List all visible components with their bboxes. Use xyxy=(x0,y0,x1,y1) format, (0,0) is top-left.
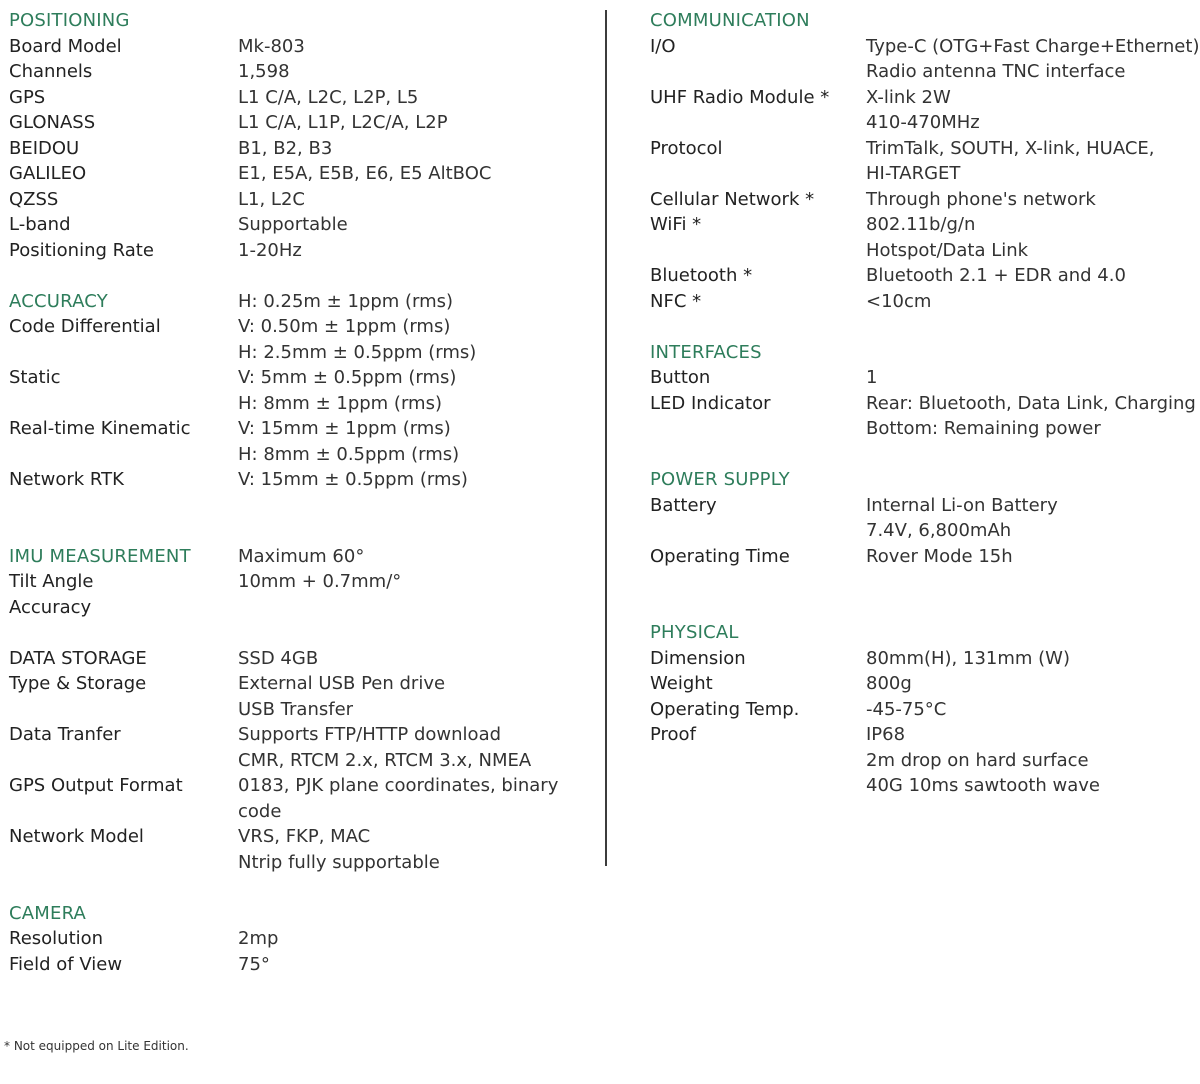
spec-label: Board Model xyxy=(9,35,122,57)
spec-label: GALILEO xyxy=(9,163,87,184)
section-heading-row xyxy=(9,544,589,570)
spec-row xyxy=(9,722,589,748)
spec-value: IP68 xyxy=(866,724,906,745)
spec-label xyxy=(9,442,238,468)
section-heading-row xyxy=(9,8,589,34)
spec-value: V: 0.50m ± 1ppm (rms) xyxy=(238,316,451,337)
spec-row xyxy=(9,850,589,876)
spec-value: VRS, FKP, MAC xyxy=(238,826,371,847)
section-heading: COMMUNICATION xyxy=(650,10,810,31)
spec-row xyxy=(650,722,1195,748)
section-heading: IMU MEASUREMENT xyxy=(9,545,191,567)
spec-row xyxy=(9,365,589,391)
spec-label: GPS Output Format xyxy=(9,775,183,796)
spec-row xyxy=(650,110,1195,136)
column-divider xyxy=(605,10,607,866)
section-heading: POWER SUPPLY xyxy=(650,469,790,490)
spec-value: B1, B2, B3 xyxy=(238,137,333,159)
section-heading-row xyxy=(650,8,1195,34)
spec-label: Static xyxy=(9,367,61,388)
spec-label: Channels xyxy=(9,61,93,82)
spec-value: Radio antenna TNC interface xyxy=(866,61,1126,82)
spec-row xyxy=(650,391,1195,417)
spec-row xyxy=(9,238,589,264)
spec-value: Supports FTP/HTTP download xyxy=(238,724,502,745)
spec-value: -45-75°C xyxy=(866,698,947,720)
spec-value: SSD 4GB xyxy=(238,647,319,669)
spec-value: Hotspot/Data Link xyxy=(866,239,1029,261)
section-heading: INTERFACES xyxy=(650,341,762,363)
spec-value: H: 8mm ± 0.5ppm (rms) xyxy=(238,443,460,465)
spec-label: Protocol xyxy=(650,137,723,159)
spec-label: Bluetooth * xyxy=(650,265,753,286)
spec-label: L-band xyxy=(9,214,71,235)
spec-value: Maximum 60° xyxy=(238,545,365,567)
spec-row xyxy=(9,136,589,162)
spacer xyxy=(650,595,1195,621)
spec-row xyxy=(650,289,1195,315)
spec-label: WiFi * xyxy=(650,214,702,235)
spec-label: UHF Radio Module * xyxy=(650,86,830,108)
spec-row xyxy=(9,85,589,111)
spec-row xyxy=(650,493,1195,519)
spec-row xyxy=(9,110,589,136)
spec-value: 10mm + 0.7mm/° xyxy=(238,571,402,592)
spec-row xyxy=(9,595,589,621)
spec-value: X-link 2W xyxy=(866,86,951,108)
spec-value: E1, E5A, E5B, E6, E5 AltBOC xyxy=(238,163,492,184)
spacer xyxy=(650,314,1195,340)
section-heading-row xyxy=(650,467,1195,493)
spec-value xyxy=(866,620,1195,646)
spec-row xyxy=(9,748,589,774)
spec-label: Type & Storage xyxy=(9,673,147,694)
spec-row xyxy=(650,416,1195,442)
spec-value: V: 15mm ± 0.5ppm (rms) xyxy=(238,469,468,490)
spec-row xyxy=(9,314,589,340)
section-heading-row xyxy=(650,620,1195,646)
spacer xyxy=(9,263,589,289)
spec-value: Ntrip fully supportable xyxy=(238,851,440,873)
spec-row xyxy=(650,187,1195,213)
spec-row xyxy=(650,697,1195,723)
spec-label: I/O xyxy=(650,35,676,57)
spec-row xyxy=(650,544,1195,570)
spec-label: Field of View xyxy=(9,953,123,975)
spec-row xyxy=(9,59,589,85)
spec-value: 7.4V, 6,800mAh xyxy=(866,520,1012,541)
spacer xyxy=(9,518,589,544)
spec-row xyxy=(650,748,1195,774)
spec-label: BEIDOU xyxy=(9,137,80,159)
spec-row xyxy=(650,59,1195,85)
section-heading-row xyxy=(9,901,589,927)
spec-label xyxy=(9,748,238,774)
spec-row xyxy=(9,442,589,468)
spec-row xyxy=(9,799,589,825)
spec-label xyxy=(650,416,866,442)
spec-value: HI-TARGET xyxy=(866,163,961,184)
spec-label xyxy=(9,340,238,366)
spec-label: Real-time Kinematic xyxy=(9,418,191,439)
spec-row xyxy=(9,212,589,238)
spec-value: 802.11b/g/n xyxy=(866,214,976,235)
spec-value: External USB Pen drive xyxy=(238,673,446,694)
spec-value: TrimTalk, SOUTH, X-link, HUACE, xyxy=(866,137,1155,159)
spec-label xyxy=(650,161,866,187)
section-heading: CAMERA xyxy=(9,902,87,924)
spec-row xyxy=(9,646,589,672)
spec-value: <10cm xyxy=(866,290,932,312)
spec-value: 2m drop on hard surface xyxy=(866,749,1089,771)
spec-label: QZSS xyxy=(9,188,59,210)
spec-value: code xyxy=(238,800,282,822)
spec-row xyxy=(650,773,1195,799)
spec-value: 80mm(H), 131mm (W) xyxy=(866,647,1070,669)
spec-value: H: 2.5mm ± 0.5ppm (rms) xyxy=(238,341,477,363)
spec-value: V: 5mm ± 0.5ppm (rms) xyxy=(238,367,457,388)
spec-label xyxy=(650,773,866,799)
spec-label: Positioning Rate xyxy=(9,239,154,261)
spec-row xyxy=(650,365,1195,391)
spec-value xyxy=(866,340,1195,366)
spec-label: Cellular Network * xyxy=(650,188,815,210)
spec-value xyxy=(866,467,1195,493)
spec-row xyxy=(9,952,589,978)
spec-row xyxy=(650,263,1195,289)
spec-row xyxy=(650,518,1195,544)
spec-row xyxy=(650,646,1195,672)
section-heading-row xyxy=(9,289,589,315)
footnote: * Not equipped on Lite Edition. xyxy=(4,1039,189,1053)
spec-row xyxy=(9,391,589,417)
spacer xyxy=(9,493,589,519)
spec-row xyxy=(9,569,589,595)
spec-value: Bluetooth 2.1 + EDR and 4.0 xyxy=(866,265,1126,286)
spacer xyxy=(650,442,1195,468)
spec-value: Rover Mode 15h xyxy=(866,545,1013,567)
spec-label: Operating Time xyxy=(650,545,790,567)
spec-row xyxy=(9,671,589,697)
spec-row xyxy=(650,238,1195,264)
spec-value: 40G 10ms sawtooth wave xyxy=(866,775,1100,796)
spec-label: DATA STORAGE xyxy=(9,647,147,669)
spec-row xyxy=(650,136,1195,162)
spec-label xyxy=(650,59,866,85)
spec-label xyxy=(9,799,238,825)
spec-label xyxy=(650,110,866,136)
spec-value: 0183, PJK plane coordinates, binary xyxy=(238,775,559,796)
spec-row xyxy=(9,773,589,799)
spacer xyxy=(650,569,1195,595)
spec-value: Type-C (OTG+Fast Charge+Ethernet) xyxy=(866,35,1200,57)
spec-label: Resolution xyxy=(9,928,104,949)
spec-value: 1-20Hz xyxy=(238,239,302,261)
spec-row xyxy=(9,34,589,60)
spec-label xyxy=(650,518,866,544)
spec-label: LED Indicator xyxy=(650,392,771,414)
spec-value: L1, L2C xyxy=(238,188,305,210)
spec-row xyxy=(650,85,1195,111)
spec-row xyxy=(650,34,1200,60)
section-heading: POSITIONING xyxy=(9,10,130,31)
spec-value: 410-470MHz xyxy=(866,112,980,133)
spec-value: Bottom: Remaining power xyxy=(866,418,1101,439)
section-heading: PHYSICAL xyxy=(650,622,739,643)
spec-label xyxy=(9,697,238,723)
spec-label: Code Differential xyxy=(9,316,161,337)
section-heading-row xyxy=(650,340,1195,366)
spec-value: L1 C/A, L2C, L2P, L5 xyxy=(238,86,419,108)
spec-value: Through phone's network xyxy=(866,188,1096,210)
spec-label xyxy=(650,748,866,774)
section-heading: ACCURACY xyxy=(9,290,108,312)
spec-value: H: 8mm ± 1ppm (rms) xyxy=(238,392,442,414)
spec-value: Mk-803 xyxy=(238,35,305,57)
spec-value xyxy=(238,901,589,927)
spec-value: 75° xyxy=(238,953,270,975)
spec-label xyxy=(9,391,238,417)
spacer xyxy=(9,875,589,901)
spec-row xyxy=(9,697,589,723)
spec-value xyxy=(238,595,589,621)
spec-row xyxy=(9,824,589,850)
spec-label: Tilt Angle xyxy=(9,571,94,592)
spec-value: L1 C/A, L1P, L2C/A, L2P xyxy=(238,112,448,133)
spec-value: Internal Li-on Battery xyxy=(866,494,1058,516)
spec-value: V: 15mm ± 1ppm (rms) xyxy=(238,418,451,439)
spec-label xyxy=(9,850,238,876)
spec-value: 2mp xyxy=(238,928,279,949)
spec-row xyxy=(650,671,1195,697)
spec-value: 800g xyxy=(866,673,912,694)
spec-column-left xyxy=(9,8,589,977)
spec-label: Accuracy xyxy=(9,596,92,618)
spec-row xyxy=(9,187,589,213)
spec-label: Network RTK xyxy=(9,469,124,490)
spec-value: 1,598 xyxy=(238,61,290,82)
spec-value: CMR, RTCM 2.x, RTCM 3.x, NMEA xyxy=(238,749,532,771)
spec-label: GLONASS xyxy=(9,112,96,133)
spec-row xyxy=(9,467,589,493)
spec-label: Button xyxy=(650,367,711,388)
spec-row xyxy=(650,161,1195,187)
spec-row xyxy=(650,212,1195,238)
spec-column-right xyxy=(650,8,1200,799)
spec-value xyxy=(238,8,589,34)
spec-value: Rear: Bluetooth, Data Link, Charging xyxy=(866,392,1196,414)
spec-row xyxy=(9,340,589,366)
spec-value: 1 xyxy=(866,367,878,388)
spec-label: NFC * xyxy=(650,290,702,312)
spec-label: Weight xyxy=(650,673,713,694)
spec-label: Operating Temp. xyxy=(650,698,800,720)
spec-row xyxy=(9,416,589,442)
spec-label: Battery xyxy=(650,494,717,516)
spec-label: Proof xyxy=(650,724,696,745)
spec-label: Network Model xyxy=(9,826,144,847)
spec-label: Dimension xyxy=(650,647,746,669)
spec-value xyxy=(866,8,1195,34)
spec-label xyxy=(650,238,866,264)
spec-value: Supportable xyxy=(238,214,348,235)
spec-label: GPS xyxy=(9,86,46,108)
spacer xyxy=(9,620,589,646)
spec-label: Data Tranfer xyxy=(9,724,121,745)
spec-value: USB Transfer xyxy=(238,698,354,720)
spec-value: H: 0.25m ± 1ppm (rms) xyxy=(238,290,454,312)
spec-row xyxy=(9,926,589,952)
spec-row xyxy=(9,161,589,187)
